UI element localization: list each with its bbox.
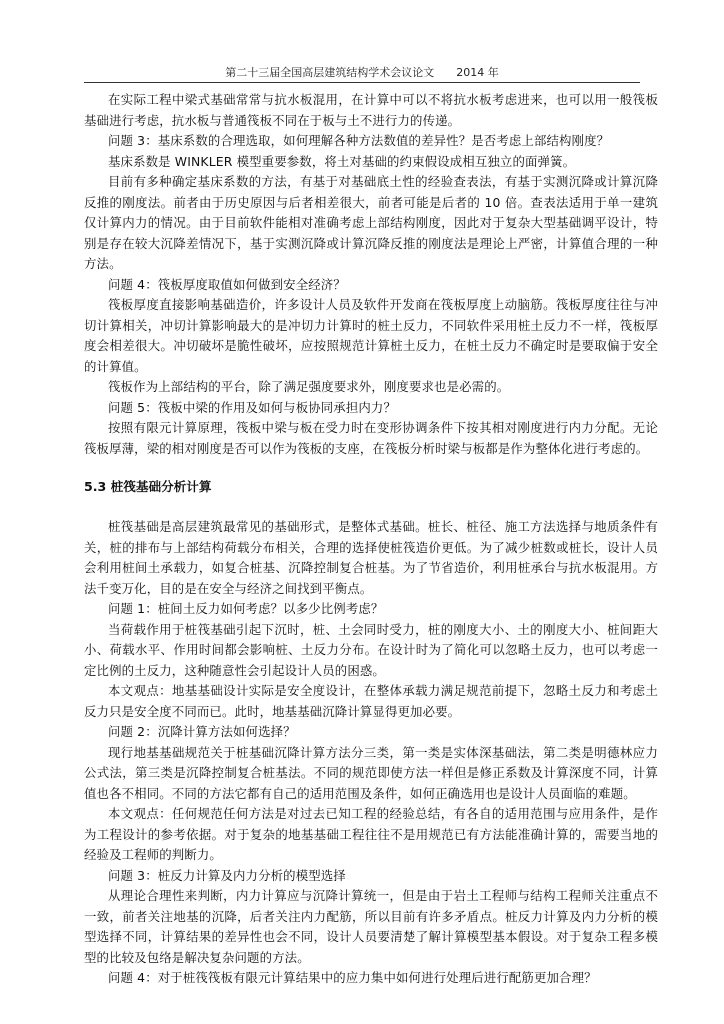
question-heading: 问题 5：筏板中梁的作用及如何与板协同承担内力？ — [108, 399, 397, 415]
question-heading: 问题 2：沉降计算方法如何选择？ — [108, 724, 296, 739]
question-heading: 问题 3：桩反力计算及内力分析的模型选择 — [108, 867, 346, 883]
conference-name: 第二十三届全国高层建筑结构学术会议论文 — [225, 66, 435, 79]
question-heading: 问题 3：基床系数的合理选取，如何理解各种方法数值的差异性？是否考虑上部结构刚度？ — [108, 133, 610, 148]
paragraph: 当荷载作用于桩筏基础引起下沉时，桩、土会同时受力，桩的刚度大小、土的刚度大小、桩间距大小、荷载水平、作用时间都会影响桩、土反力分布。在设计时为了简化可以忽略土反力，也可以考虑一定比例的土反力，这种随意性会引起设计人员的困惑。 — [84, 621, 658, 678]
paragraph: 桩筏基础是高层建筑最常见的基础形式，是整体式基础。桩长、桩径、施工方法选择与地质条件有关，桩的排布与上部结构荷载分布相关，合理的选择使桩筏造价更低。为了减少桩数或桩长，设计人员会利用桩间土承载力，如复合桩基、沉降控制复合桩基。为了节省造价，利用桩承台与抗水板混用。方法千变万化，目的是在安全与经济之间找到平衡点。 — [84, 519, 658, 596]
paragraph: 筏板作为上部结构的平台，除了满足强度要求外，刚度要求也是必需的。 — [108, 379, 510, 394]
paragraph: 从理论合理性来判断，内力计算应与沉降计算统一，但是由于岩土工程师与结构工程师关注重点不一致，前者关注地基的沉降，后者关注内力配筋，所以目前有许多矛盾点。桩反力计算及内力分析的模型选择不同，计算结果的差异性也会不同，设计人员要清楚了解计算模型基本假设。对于复杂工程多模型的比较及包络是解决复杂问题的方法。 — [84, 888, 658, 965]
page-body — [84, 90, 658, 989]
question-heading: 问题 4：筏板厚度取值如何做到安全经济？ — [108, 276, 346, 292]
conference-year: 2014 年 — [456, 66, 499, 79]
header-rule — [84, 82, 640, 83]
paragraph: 基床系数是 WINKLER 模型重要参数，将土对基础的约束假设成相互独立的面弹簧。 — [108, 153, 576, 169]
paragraph: 现行地基基础规范关于桩基础沉降计算方法分三类，第一类是实体深基础法，第二类是明德林应力公式法，第三类是沉降控制复合桩基法。不同的规范即使方法一样但是修正系数及计算深度不同，计算值也各不相同。不同的方法它都有自己的适用范围及条件，如何正确选用也是设计人员面临的难题。 — [84, 744, 658, 801]
paragraph: 在实际工程中梁式基础常常与抗水板混用，在计算中可以不将抗水板考虑进来，也可以用一般筏板基础进行考虑，抗水板与普通筏板不同在于板与土不进行力的传递。 — [84, 92, 658, 128]
running-header — [84, 66, 640, 80]
section-title: 5.3 桩筏基础分析计算 — [84, 479, 212, 494]
question-heading: 问题 1：桩间土反力如何考虑？以多少比例考虑？ — [108, 601, 384, 616]
question-heading: 问题 4：对于桩筏筏板有限元计算结果中的应力集中如何进行处理后进行配筋更加合理？ — [108, 970, 597, 985]
paragraph: 筏板厚度直接影响基础造价，许多设计人员及软件开发商在筏板厚度上动脑筋。筏板厚度往往与冲切计算相关，冲切计算影响最大的是冲切力计算时的桩土反力，不同软件采用桩土反力不一样，筏板厚度会相差很大。冲切破坏是脆性破坏，应按照规范计算桩土反力，在桩土反力不确定时是要取偏于安全的计算值。 — [84, 297, 658, 374]
paragraph: 目前有多种确定基床系数的方法，有基于对基础底土性的经验查表法，有基于实测沉降或计算沉降反推的刚度法。前者由于历史原因与后者相差很大，前者可能是后者的 10 倍。查表法适用于单一建筑仅计算内力的情况。由于目前软件能相对准确考虑上部结构刚度，因此对于复杂大型基础调平设计，特别是存在较大沉降差情况下，基于实测沉降或计算沉降反推的刚度法是理论上严密，计算值合理的一种方法。 — [84, 174, 658, 271]
paragraph: 按照有限元计算原理，筏板中梁与板在受力时在变形协调条件下按其相对刚度进行内力分配。无论筏板厚薄，梁的相对刚度是否可以作为筏板的支座，在筏板分析时梁与板都是作为整体化进行考虑的。 — [84, 420, 658, 456]
paragraph: 本文观点：任何规范任何方法是对过去已知工程的经验总结，有各自的适用范围与应用条件，是作为工程设计的参考依据。对于复杂的地基基础工程往往不是用规范已有方法能准确计算的，需要当地的经验及工程师的判断力。 — [84, 806, 658, 862]
paragraph: 本文观点：地基基础设计实际是安全度设计，在整体承载力满足规范前提下，忽略土反力和考虑土反力只是安全度不同而已。此时，地基基础沉降计算显得更加必要。 — [84, 683, 658, 719]
